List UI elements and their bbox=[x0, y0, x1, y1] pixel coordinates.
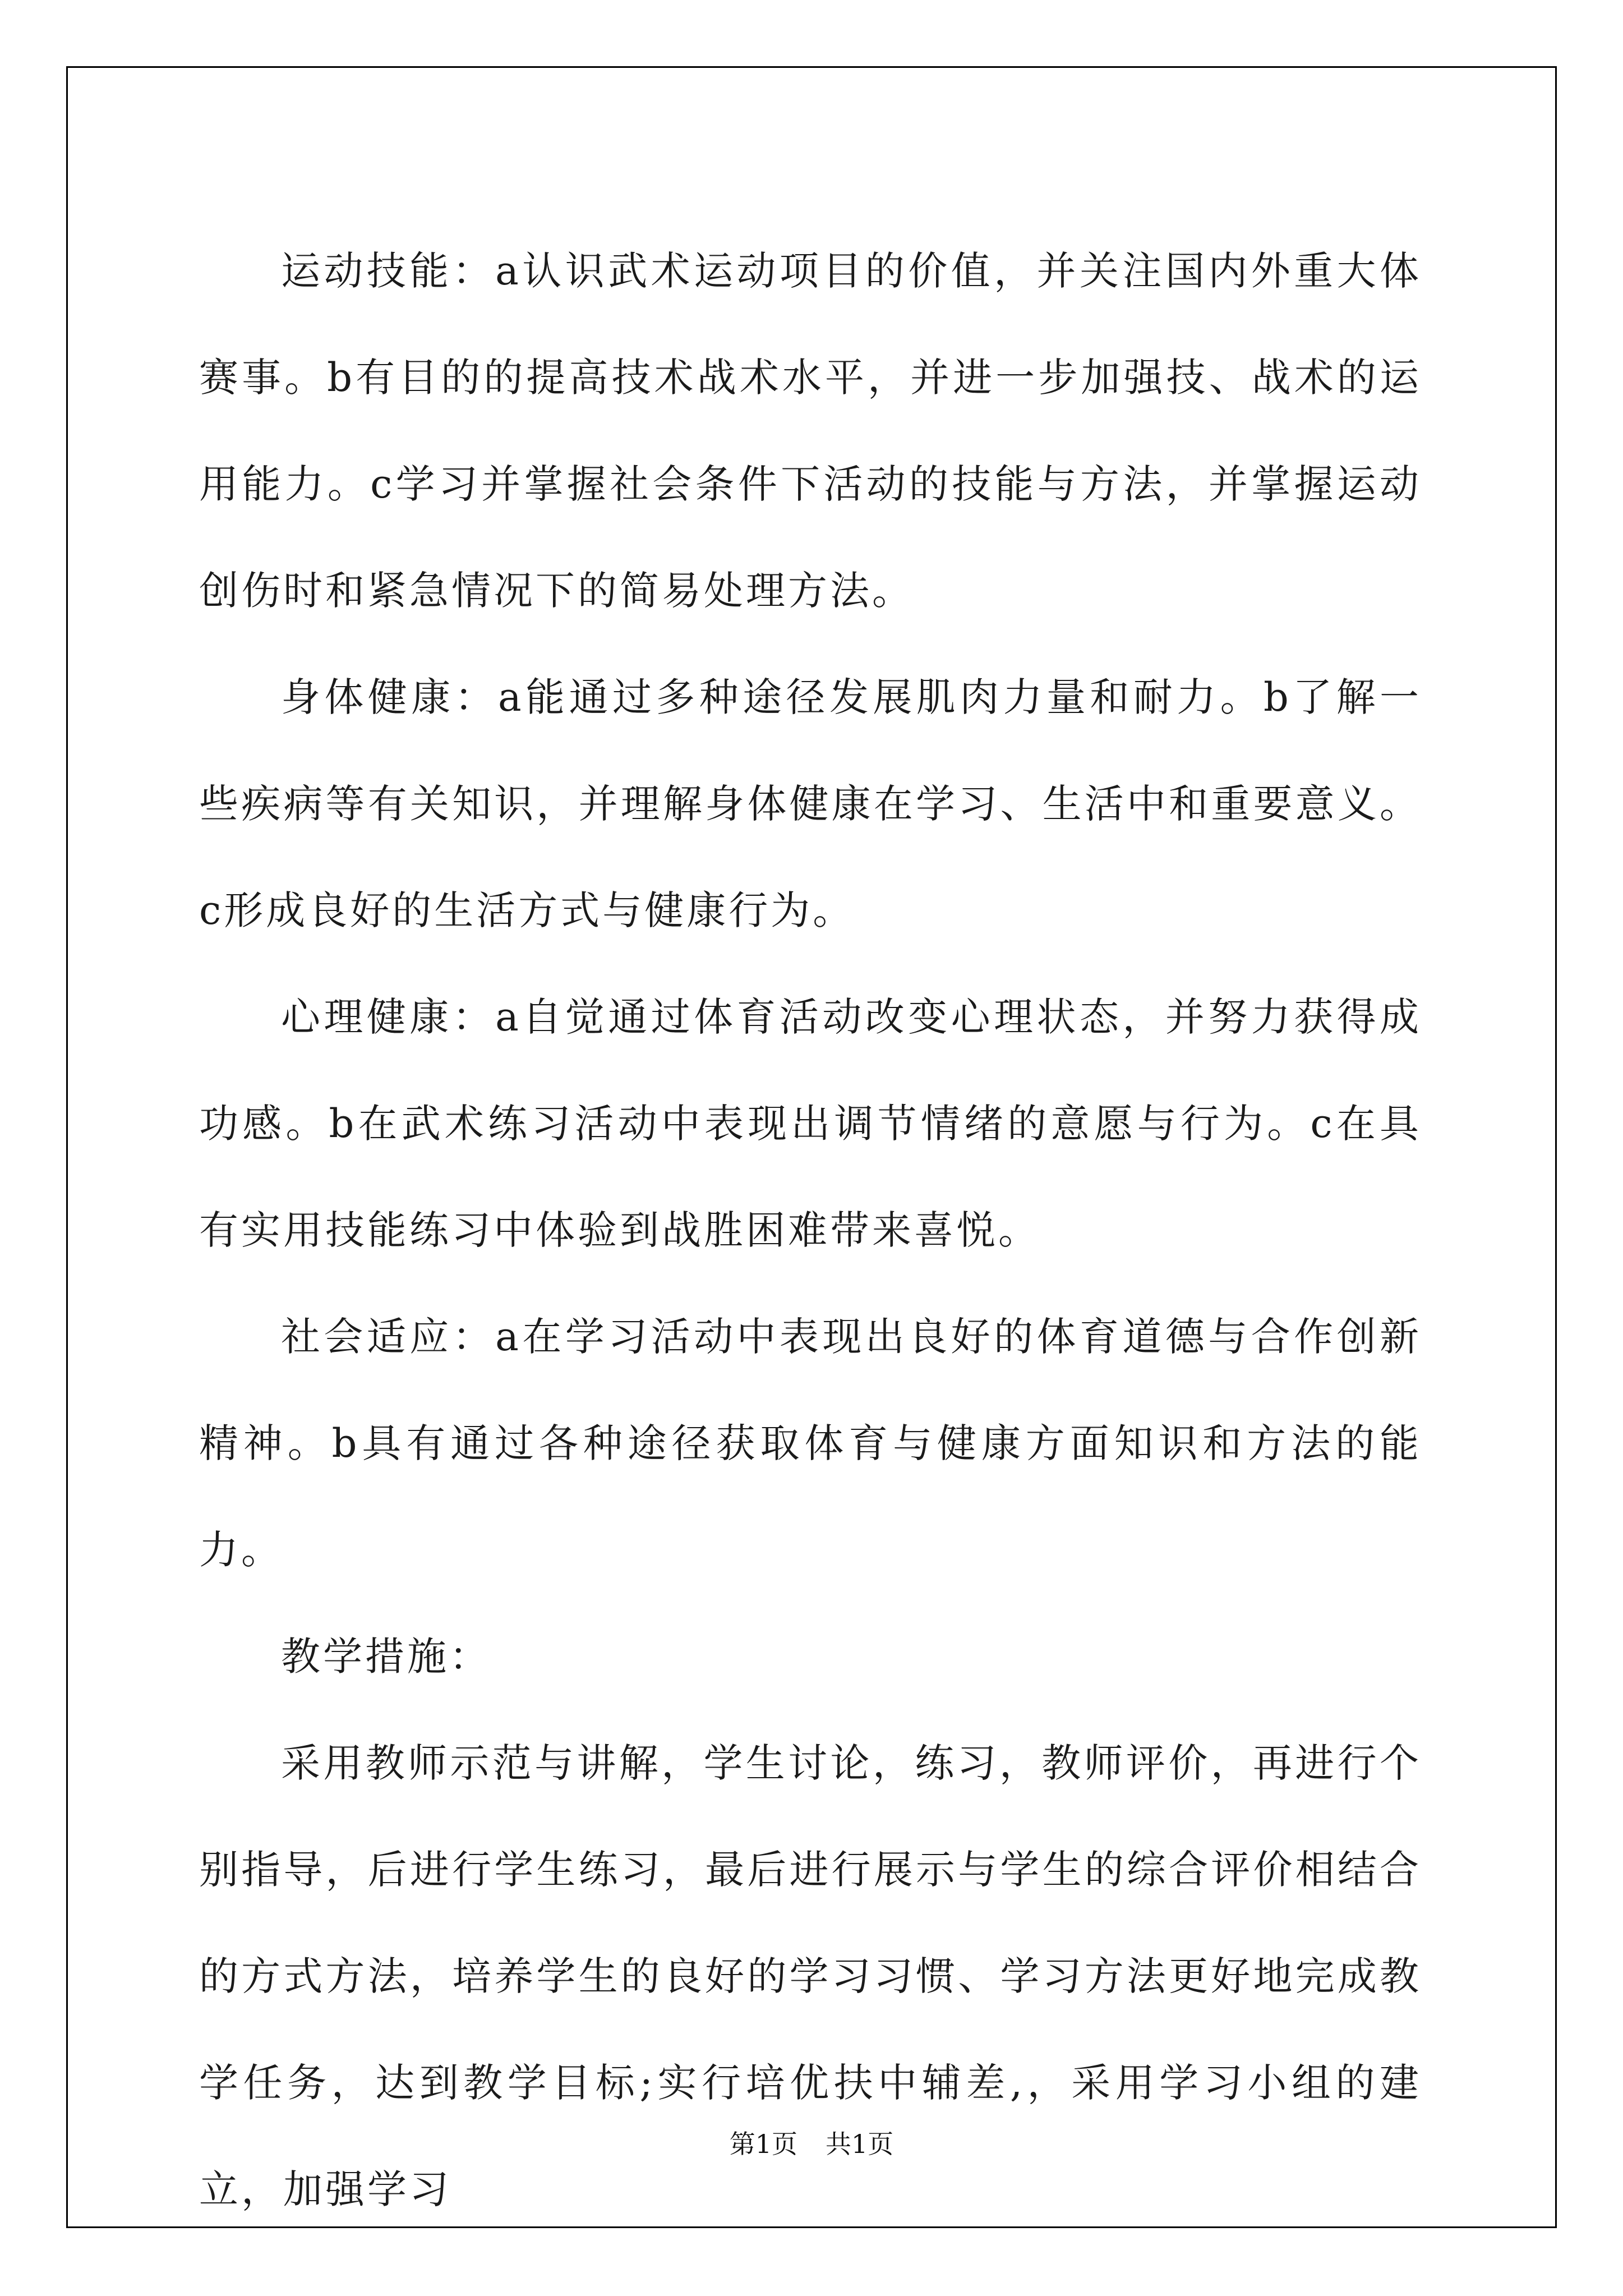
paragraph-teaching-measures-heading: 教学措施： bbox=[281, 1634, 491, 1680]
paragraph-mental-health: 心理健康：a自觉通过体育活动改变心理状态，并努力获得成功感。b在武术练习活动中表现出调节情绪的意愿与行为。c在具有实用技能练习中体验到战胜困难带来喜悦。 bbox=[199, 994, 1422, 1253]
paragraph-motor-skills: 运动技能：a认识武术运动项目的价值，并关注国内外重大体赛事。b有目的的提高技术战术水平，并进一步加强技、战术的运用能力。c学习并掌握社会条件下活动的技能与方法，并掌握运动创伤时和紧急情况下的简易处理方法。 bbox=[199, 248, 1422, 614]
paragraph-physical-health: 身体健康：a能通过多种途径发展肌肉力量和耐力。b了解一些疾病等有关知识，并理解身体健康在学习、生活中和重要意义。c形成良好的生活方式与健康行为。 bbox=[199, 674, 1422, 933]
paragraph-social-adaptation: 社会适应：a在学习活动中表现出良好的体育道德与合作创新精神。b具有通过各种途径获取体育与健康方面知识和方法的能力。 bbox=[199, 1314, 1422, 1573]
paragraph-teaching-methods: 采用教师示范与讲解，学生讨论，练习，教师评价，再进行个别指导，后进行学生练习，最后进行展示与学生的综合评价相结合的方式方法，培养学生的良好的学习习惯、学习方法更好地完成教学任务，达到教学目标;实行培优扶中辅差,，采用学习小组的建立，加强学习 bbox=[199, 1740, 1422, 2212]
page-total: 共1页 bbox=[826, 2129, 894, 2159]
page-footer bbox=[0, 2124, 1623, 2161]
document-body bbox=[199, 218, 1422, 2243]
page-number: 第1页 bbox=[729, 2129, 797, 2159]
